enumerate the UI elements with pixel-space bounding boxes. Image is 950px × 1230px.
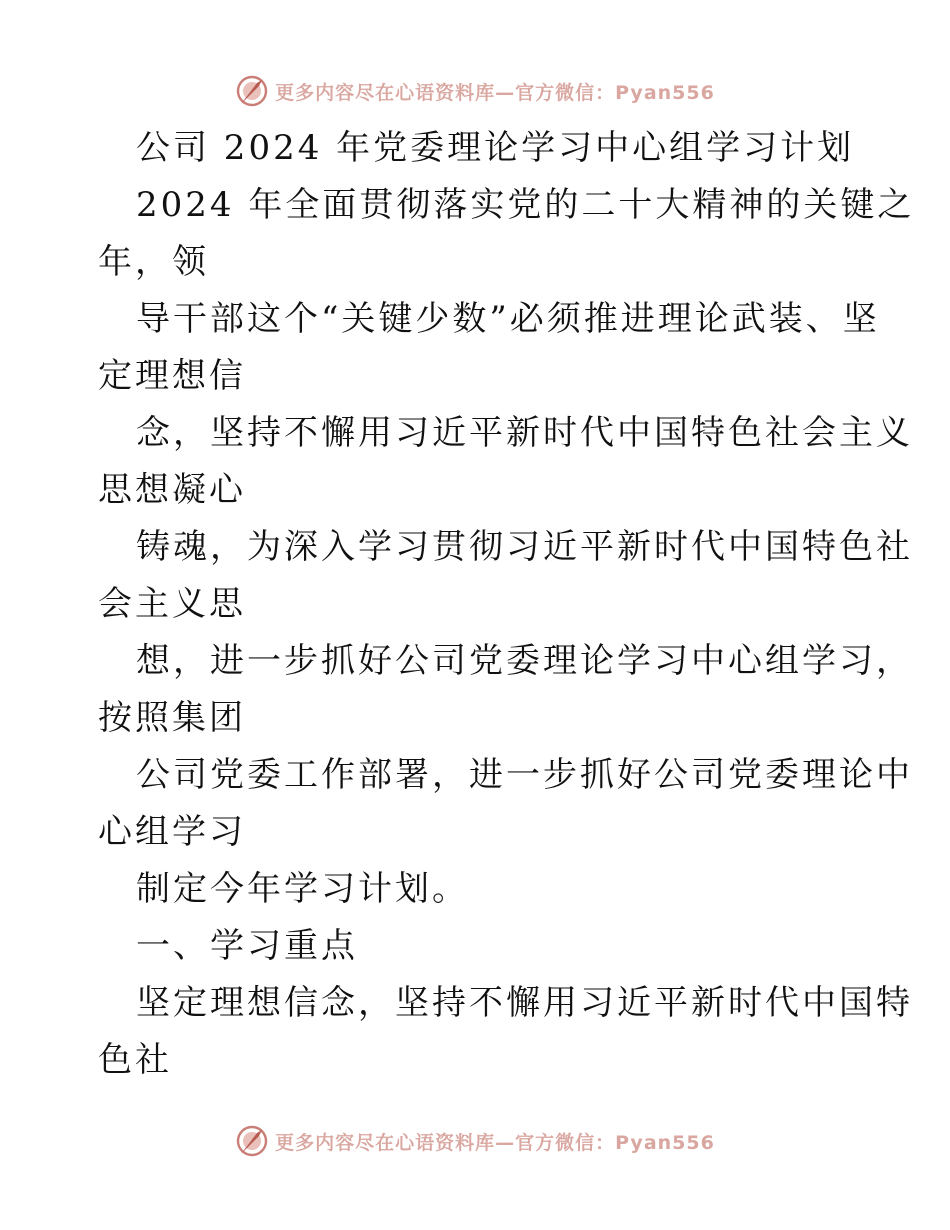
section-heading: 一、学习重点 <box>136 926 358 966</box>
paragraph-line: 会主义思 <box>98 584 246 624</box>
paragraph-line: 导干部这个“关键少数”必须推进理论武装、坚 <box>136 299 880 339</box>
paragraph-line: 心组学习 <box>98 812 246 852</box>
watermark-text: 更多内容尽在心语资料库—官方微信：Pyan556 <box>275 81 715 104</box>
paragraph-line: 年，领 <box>98 242 209 282</box>
paragraph-line: 定理想信 <box>98 356 246 396</box>
quill-pen-seal-icon <box>235 74 269 108</box>
paragraph-line: 制定今年学习计划。 <box>136 869 469 909</box>
quill-pen-seal-icon <box>235 1124 269 1158</box>
document-title: 公司 2024 年党委理论学习中心组学习计划 <box>136 128 855 168</box>
paragraph-line: 坚定理想信念，坚持不懈用习近平新时代中国特 <box>136 983 913 1023</box>
paragraph-line: 念，坚持不懈用习近平新时代中国特色社会主义 <box>136 413 913 453</box>
watermark-text: 更多内容尽在心语资料库—官方微信：Pyan556 <box>275 1131 715 1154</box>
paragraph-line: 按照集团 <box>98 698 246 738</box>
paragraph-line: 铸魂，为深入学习贯彻习近平新时代中国特色社 <box>136 527 913 567</box>
paragraph-line: 公司党委工作部署，进一步抓好公司党委理论中 <box>136 755 913 795</box>
paragraph-line: 思想凝心 <box>98 470 246 510</box>
header-watermark <box>0 74 950 108</box>
footer-watermark <box>0 1124 950 1158</box>
document-body <box>98 120 915 1089</box>
paragraph-line: 想，进一步抓好公司党委理论学习中心组学习， <box>136 641 913 681</box>
paragraph-line: 2024 年全面贯彻落实党的二十大精神的关键之 <box>136 185 915 225</box>
paragraph-line: 色社 <box>98 1040 172 1080</box>
